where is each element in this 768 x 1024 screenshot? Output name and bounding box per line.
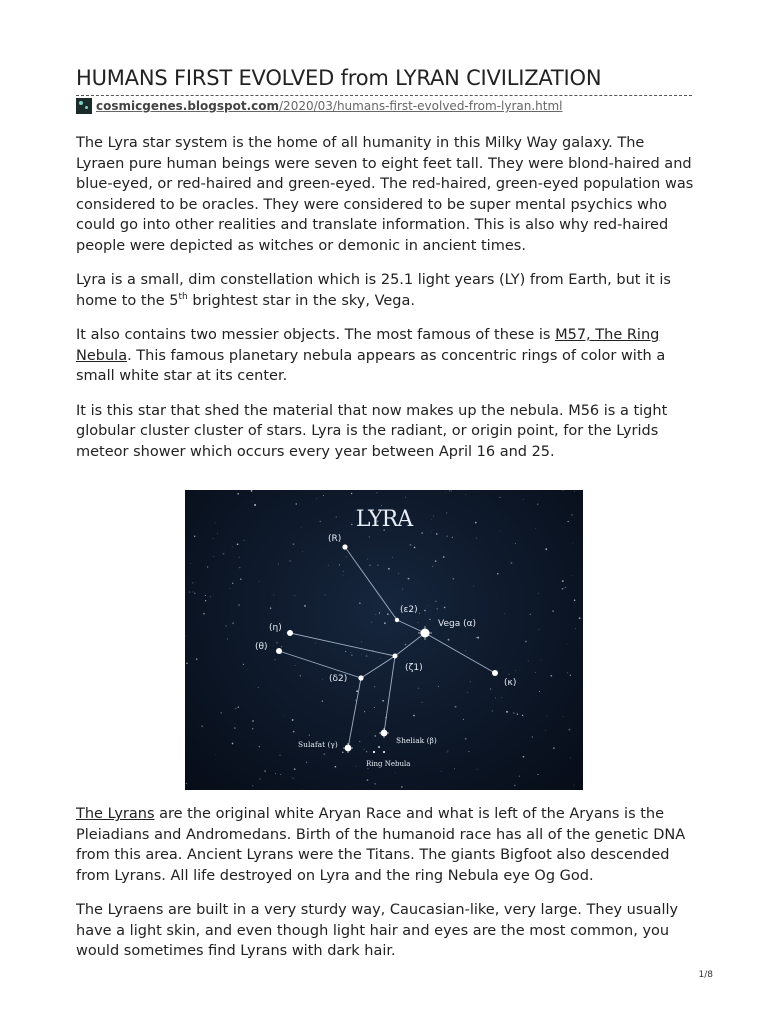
background-star bbox=[293, 778, 294, 779]
background-star bbox=[537, 774, 538, 775]
label-sulafat: Sulafat (γ) bbox=[298, 740, 338, 749]
background-star bbox=[196, 658, 198, 660]
background-star bbox=[320, 521, 322, 523]
source-line bbox=[76, 98, 696, 114]
background-star bbox=[523, 499, 524, 500]
background-star bbox=[259, 746, 260, 747]
paragraph-2-text: Lyra is a small, dim constellation which is 25.1 light years (LY) from Earth, but it is home to the 5 bbox=[76, 272, 671, 309]
background-star bbox=[355, 766, 356, 767]
background-star bbox=[490, 688, 491, 689]
background-star bbox=[364, 711, 365, 712]
paragraph-5-text: are the original white Aryan Race and what is left of the Aryans is the Pleiadians and Andromedans. Birth of the humanoid race has all of the genetic DNA from this area. Ancient Lyrans were the Titans. The giants Bigfoot also descended from Lyrans. All life destroyed on Lyra and the ring Nebula eye Og God. bbox=[76, 806, 686, 884]
background-star bbox=[552, 610, 554, 612]
background-star bbox=[264, 770, 265, 771]
background-star bbox=[499, 531, 500, 532]
background-star bbox=[374, 783, 376, 785]
background-star bbox=[367, 559, 368, 560]
background-star bbox=[238, 557, 239, 558]
background-star bbox=[252, 501, 253, 502]
label-r: (R) bbox=[328, 534, 342, 544]
label-epsilon2: (ε2) bbox=[400, 605, 418, 615]
background-star bbox=[283, 635, 284, 636]
background-star bbox=[497, 573, 499, 575]
paragraph-5 bbox=[76, 804, 696, 886]
background-star bbox=[359, 741, 360, 742]
background-star bbox=[375, 614, 376, 615]
page-title: HUMANS FIRST EVOLVED from LYRAN CIVILIZATION bbox=[76, 66, 602, 90]
label-theta: (θ) bbox=[255, 642, 268, 652]
background-star bbox=[237, 543, 239, 545]
background-stars bbox=[185, 490, 581, 790]
background-star bbox=[254, 504, 256, 506]
background-star bbox=[350, 652, 351, 653]
background-star bbox=[194, 592, 195, 593]
background-star bbox=[289, 560, 291, 562]
background-star bbox=[421, 532, 423, 534]
background-star bbox=[435, 601, 436, 602]
background-star bbox=[528, 660, 529, 661]
ring-nebula-link[interactable]: M57, The Ring Nebula bbox=[76, 327, 660, 364]
background-star bbox=[567, 672, 568, 673]
background-star bbox=[419, 613, 420, 614]
background-star bbox=[336, 516, 337, 517]
source-domain: cosmicgenes.blogspot.com bbox=[96, 99, 280, 113]
background-star bbox=[427, 605, 428, 606]
label-vega: Vega (α) bbox=[438, 619, 477, 629]
background-star bbox=[323, 753, 325, 755]
background-star bbox=[232, 743, 234, 745]
background-star bbox=[346, 556, 347, 557]
paragraph-6: The Lyraens are built in a very sturdy way, Caucasian-like, very large. They usually have a light skin, and even though light hair and eyes are the most common, you would sometimes find Lyrans with dark hair. bbox=[76, 902, 679, 959]
background-star bbox=[244, 540, 245, 541]
background-star bbox=[575, 628, 576, 629]
constellation-lines bbox=[279, 547, 495, 748]
background-star bbox=[401, 786, 402, 787]
background-star bbox=[294, 768, 296, 770]
background-star bbox=[356, 690, 358, 692]
background-star bbox=[210, 596, 211, 597]
background-star bbox=[395, 773, 396, 774]
background-star bbox=[351, 493, 352, 494]
label-zeta1: (ζ1) bbox=[405, 663, 423, 673]
background-star bbox=[251, 490, 253, 492]
background-star bbox=[351, 654, 353, 656]
background-star bbox=[369, 536, 370, 537]
background-star bbox=[343, 571, 344, 572]
background-star bbox=[384, 622, 386, 624]
background-star bbox=[514, 784, 516, 786]
background-star bbox=[345, 651, 346, 652]
background-star bbox=[444, 607, 446, 609]
background-star bbox=[322, 700, 323, 701]
background-star bbox=[281, 646, 282, 647]
background-star bbox=[465, 738, 467, 740]
background-star bbox=[213, 538, 214, 539]
paragraph-3-text-end: . This famous planetary nebula appears as concentric rings of color with a small white star at its center. bbox=[76, 347, 666, 384]
background-star bbox=[432, 566, 433, 567]
background-star bbox=[192, 592, 193, 593]
background-star bbox=[201, 725, 203, 727]
background-star bbox=[545, 548, 547, 550]
background-star bbox=[398, 573, 399, 574]
background-star bbox=[292, 719, 294, 721]
background-star bbox=[570, 758, 571, 759]
background-star bbox=[382, 700, 384, 702]
article bbox=[76, 64, 696, 462]
background-star bbox=[431, 532, 432, 533]
background-star bbox=[300, 675, 301, 676]
background-star bbox=[569, 729, 571, 731]
background-star bbox=[380, 658, 381, 659]
background-star bbox=[230, 588, 231, 589]
background-star bbox=[316, 498, 317, 499]
background-star bbox=[429, 619, 430, 620]
background-star bbox=[291, 777, 292, 778]
background-star bbox=[283, 716, 284, 717]
background-star bbox=[563, 716, 564, 717]
background-star bbox=[476, 637, 477, 638]
background-star bbox=[563, 490, 564, 491]
background-star bbox=[274, 659, 275, 660]
background-star bbox=[519, 776, 520, 777]
background-star bbox=[315, 643, 316, 644]
background-star bbox=[541, 660, 542, 661]
background-star bbox=[506, 711, 508, 713]
background-star bbox=[441, 771, 442, 772]
background-star bbox=[186, 783, 187, 784]
background-star bbox=[501, 697, 502, 698]
background-star bbox=[205, 600, 206, 601]
background-star bbox=[273, 595, 274, 596]
background-star bbox=[513, 712, 514, 713]
background-star bbox=[293, 543, 295, 545]
background-star bbox=[359, 603, 360, 604]
label-sheliak: Sheliak (β) bbox=[396, 736, 437, 745]
background-star bbox=[223, 553, 225, 555]
background-star bbox=[414, 547, 416, 549]
background-star bbox=[418, 688, 419, 689]
background-star bbox=[477, 637, 479, 639]
background-star bbox=[509, 674, 510, 675]
background-star bbox=[339, 564, 340, 565]
background-star bbox=[539, 691, 540, 692]
background-star bbox=[446, 512, 447, 513]
page-number: 1/8 bbox=[698, 970, 713, 980]
background-star bbox=[571, 514, 573, 516]
background-star bbox=[579, 617, 581, 619]
background-star bbox=[239, 567, 241, 569]
background-star bbox=[227, 638, 228, 639]
background-star bbox=[421, 702, 422, 703]
background-star bbox=[301, 527, 302, 528]
figure-title: LYRA bbox=[355, 507, 413, 532]
background-star bbox=[532, 736, 533, 737]
background-star bbox=[510, 562, 512, 564]
background-star bbox=[186, 662, 188, 664]
source-path: /2020/03/humans-first-evolved-from-lyran.html bbox=[279, 99, 563, 113]
background-star bbox=[405, 497, 406, 498]
background-star bbox=[240, 578, 242, 580]
background-star bbox=[435, 560, 437, 562]
label-delta2: (δ2) bbox=[329, 674, 348, 684]
background-star bbox=[567, 521, 568, 522]
background-star bbox=[376, 492, 377, 493]
background-star bbox=[366, 655, 368, 657]
background-star bbox=[302, 551, 303, 552]
background-star bbox=[237, 493, 239, 495]
background-star bbox=[451, 490, 452, 491]
background-star bbox=[452, 537, 453, 538]
background-star bbox=[447, 750, 448, 751]
background-star bbox=[433, 515, 434, 516]
background-star bbox=[492, 710, 494, 712]
background-star bbox=[270, 607, 272, 609]
constellation-stars bbox=[276, 544, 498, 753]
background-star bbox=[468, 751, 469, 752]
title-divider bbox=[76, 95, 692, 96]
background-star bbox=[495, 697, 496, 698]
background-star bbox=[467, 692, 468, 693]
background-star bbox=[252, 785, 253, 786]
background-star bbox=[217, 533, 218, 534]
background-star bbox=[355, 699, 357, 701]
background-star bbox=[454, 768, 455, 769]
background-star bbox=[215, 754, 216, 755]
background-star bbox=[436, 608, 438, 610]
background-star bbox=[335, 766, 337, 768]
background-star bbox=[235, 708, 237, 710]
background-star bbox=[304, 605, 306, 607]
background-star bbox=[246, 669, 247, 670]
background-star bbox=[499, 497, 500, 498]
background-star bbox=[465, 651, 466, 652]
background-star bbox=[366, 751, 367, 752]
background-star bbox=[280, 774, 281, 775]
background-star bbox=[232, 622, 234, 624]
background-star bbox=[322, 679, 323, 680]
background-star bbox=[351, 524, 352, 525]
background-star bbox=[413, 715, 415, 717]
background-star bbox=[323, 495, 324, 496]
background-star bbox=[562, 580, 564, 582]
background-star bbox=[258, 687, 259, 688]
article-lower bbox=[76, 804, 696, 962]
background-star bbox=[438, 686, 439, 687]
paragraph-4: It is this star that shed the material that now makes up the nebula. M56 is a tight globular cluster cluster of stars. Lyra is the radiant, or origin point, for the Lyrids meteor shower which occurs every year between April 16 and 25. bbox=[76, 402, 668, 460]
lyra-constellation-image bbox=[185, 490, 583, 790]
background-star bbox=[185, 636, 186, 637]
background-star bbox=[550, 675, 552, 677]
background-star bbox=[436, 533, 438, 535]
background-star bbox=[259, 581, 260, 582]
background-star bbox=[213, 556, 214, 557]
background-star bbox=[465, 494, 466, 495]
label-ring-nebula: Ring Nebula bbox=[366, 760, 411, 768]
background-star bbox=[190, 563, 191, 564]
paragraph-3-text: It also contains two messier objects. The most famous of these is bbox=[76, 327, 556, 343]
source-link[interactable] bbox=[96, 99, 563, 113]
background-star bbox=[387, 613, 389, 615]
background-star bbox=[473, 586, 474, 587]
background-star bbox=[225, 625, 227, 627]
paragraph-2 bbox=[76, 270, 696, 311]
background-star bbox=[232, 546, 233, 547]
background-star bbox=[232, 583, 233, 584]
background-star bbox=[470, 681, 471, 682]
background-star bbox=[295, 503, 297, 505]
background-star bbox=[406, 660, 407, 661]
background-star bbox=[361, 654, 362, 655]
background-star bbox=[215, 522, 216, 523]
paragraph-2-text-end: brightest star in the sky, Vega. bbox=[187, 292, 415, 309]
background-star bbox=[252, 728, 253, 729]
background-star bbox=[238, 706, 239, 707]
background-star bbox=[446, 535, 448, 537]
background-star bbox=[295, 665, 296, 666]
background-star bbox=[408, 578, 410, 580]
background-star bbox=[452, 578, 454, 580]
background-star bbox=[535, 672, 536, 673]
star-glints bbox=[343, 626, 432, 753]
background-star bbox=[553, 747, 555, 749]
background-star bbox=[455, 706, 457, 708]
background-star bbox=[515, 543, 516, 544]
background-star bbox=[418, 622, 419, 623]
background-star bbox=[252, 720, 254, 722]
background-star bbox=[293, 731, 295, 733]
background-star bbox=[275, 773, 276, 774]
background-star bbox=[573, 785, 574, 786]
label-eta: (η) bbox=[269, 623, 282, 633]
background-star bbox=[405, 644, 407, 646]
background-star bbox=[234, 727, 236, 729]
site-favicon-icon bbox=[76, 98, 92, 114]
background-star bbox=[448, 639, 450, 641]
background-star bbox=[535, 528, 536, 529]
background-star bbox=[410, 544, 412, 546]
background-star bbox=[342, 751, 344, 753]
background-star bbox=[522, 715, 523, 716]
background-star bbox=[574, 599, 576, 601]
background-star bbox=[475, 522, 477, 524]
background-star bbox=[205, 595, 206, 596]
background-star bbox=[530, 614, 531, 615]
background-star bbox=[443, 556, 445, 558]
label-kappa: (κ) bbox=[504, 678, 517, 688]
background-star bbox=[567, 644, 568, 645]
background-star bbox=[523, 756, 525, 758]
background-star bbox=[260, 779, 261, 780]
background-star bbox=[449, 490, 450, 491]
background-star bbox=[565, 587, 566, 588]
background-star bbox=[220, 712, 222, 714]
background-star bbox=[392, 557, 393, 558]
background-star bbox=[278, 563, 279, 564]
background-star bbox=[402, 589, 403, 590]
background-star bbox=[570, 675, 571, 676]
background-star bbox=[286, 632, 287, 633]
ordinal-suffix: th bbox=[178, 291, 188, 302]
background-star bbox=[294, 595, 295, 596]
background-star bbox=[189, 591, 191, 593]
paragraph-3 bbox=[76, 325, 696, 387]
background-star bbox=[476, 538, 477, 539]
background-star bbox=[374, 686, 375, 687]
background-star bbox=[562, 588, 564, 590]
background-star bbox=[431, 519, 432, 520]
background-star bbox=[545, 730, 546, 731]
background-star bbox=[537, 503, 539, 505]
background-star bbox=[445, 492, 446, 493]
background-star bbox=[504, 613, 505, 614]
background-star bbox=[194, 536, 196, 538]
background-star bbox=[515, 670, 516, 671]
background-star bbox=[525, 641, 527, 643]
background-star bbox=[572, 575, 573, 576]
background-star bbox=[379, 612, 380, 613]
background-star bbox=[302, 789, 303, 790]
background-star bbox=[424, 610, 426, 612]
background-star bbox=[238, 604, 240, 606]
background-star bbox=[574, 491, 575, 492]
background-star bbox=[388, 568, 390, 570]
background-star bbox=[539, 629, 540, 630]
background-star bbox=[361, 642, 362, 643]
background-star bbox=[343, 575, 344, 576]
background-star bbox=[207, 566, 208, 567]
background-star bbox=[325, 595, 326, 596]
background-star bbox=[573, 543, 574, 544]
lyrans-link[interactable]: The Lyrans bbox=[76, 806, 155, 822]
background-star bbox=[363, 749, 364, 750]
background-star bbox=[306, 762, 307, 763]
background-star bbox=[328, 565, 329, 566]
background-star bbox=[538, 593, 539, 594]
background-star bbox=[369, 565, 371, 567]
background-star bbox=[276, 642, 278, 644]
background-star bbox=[203, 613, 205, 615]
background-star bbox=[367, 779, 369, 781]
background-star bbox=[477, 769, 478, 770]
background-star bbox=[374, 707, 375, 708]
background-star bbox=[279, 755, 280, 756]
background-star bbox=[547, 716, 548, 717]
background-star bbox=[375, 735, 376, 736]
background-star bbox=[309, 734, 310, 735]
background-star bbox=[377, 565, 378, 566]
background-star bbox=[371, 622, 372, 623]
background-star bbox=[381, 505, 382, 506]
background-star bbox=[463, 719, 464, 720]
background-star bbox=[243, 664, 244, 665]
background-star bbox=[192, 582, 193, 583]
background-star bbox=[517, 713, 519, 715]
paragraph-1: The Lyra star system is the home of all humanity in this Milky Way galaxy. The Lyraen pure human beings were seven to eight feet tall. They were blond-haired and blue-eyed, or red-haired and green-eyed. The red-haired, green-eyed population was considered to be oracles. They were considered to be super mental psychics who could go into other realities and translate information. This is also why red-haired people were depicted as witches or demonic in ancient times. bbox=[76, 135, 694, 254]
background-star bbox=[446, 752, 447, 753]
